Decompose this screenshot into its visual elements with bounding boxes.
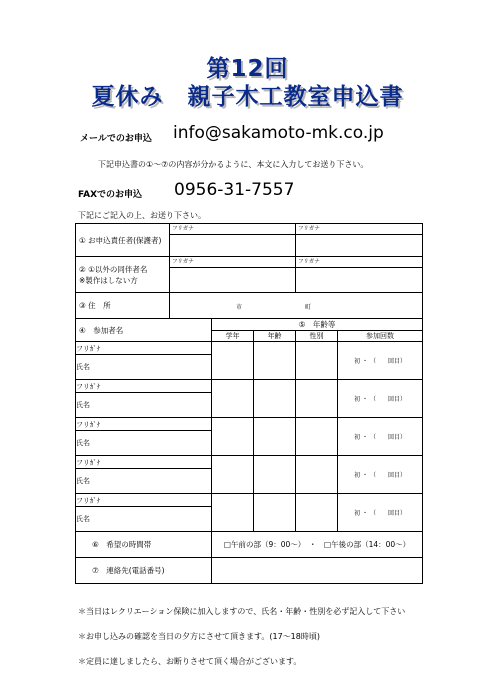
age-group-label: ⑤ 年齢等 [298, 320, 336, 329]
participants-label-cell [76, 319, 212, 342]
count-header-text: 参加回数 [366, 332, 395, 340]
age-header [254, 331, 296, 342]
fax-label: FAXでのお申込 [78, 190, 143, 200]
participant-4-gender[interactable] [296, 456, 338, 494]
address-row [76, 293, 423, 319]
participant-furigana-label: フリｶﾞﾅ [76, 345, 101, 353]
time-options[interactable]: □午前の部（9：00～） ・ □午後の部（14：00～） [223, 540, 411, 549]
time-options-cell[interactable] [212, 532, 423, 558]
participant-1-furigana[interactable] [76, 342, 212, 355]
participant-3-furigana[interactable] [76, 418, 212, 431]
gender-header [296, 331, 338, 342]
participants-label: ④ 参加者名 [79, 325, 124, 335]
address-label-cell [76, 293, 170, 319]
gender-header-text: 性別 [309, 332, 324, 340]
participant-5-furigana[interactable] [76, 494, 212, 507]
time-label: ⑥ 希望の時間帯 [92, 540, 152, 549]
participant-name-label: 氏名 [76, 477, 90, 485]
participants-header-row [76, 319, 423, 331]
age-header-text: 年齢 [267, 332, 282, 340]
participant-count-text: 初 ・ （ 回目） [354, 396, 406, 403]
participant-5-grade[interactable] [212, 494, 254, 532]
participant-1-furigana-row [76, 342, 423, 355]
participant-2-furigana[interactable] [76, 380, 212, 393]
participant-count-text: 初 ・ （ 回目） [354, 434, 406, 441]
participant-2-gender[interactable] [296, 380, 338, 418]
responsible-person-name-2[interactable] [296, 224, 423, 257]
participant-1-age[interactable] [254, 342, 296, 380]
participant-2-grade[interactable] [212, 380, 254, 418]
participant-4-grade[interactable] [212, 456, 254, 494]
form-title: 夏休み 親子木工教室申込書 [91, 84, 404, 110]
participant-count-text: 初 ・ （ 回目） [354, 472, 406, 479]
time-label-cell [76, 532, 212, 558]
address-field[interactable] [170, 293, 423, 319]
participant-1-grade[interactable] [212, 342, 254, 380]
participant-3-grade[interactable] [212, 418, 254, 456]
contact-field[interactable] [212, 558, 423, 584]
participant-1-name[interactable] [76, 355, 212, 380]
age-group-label-cell [212, 319, 423, 331]
participant-1-gender[interactable] [296, 342, 338, 380]
companion-label-cell [76, 257, 170, 293]
participant-4-furigana[interactable] [76, 456, 212, 469]
grade-header-text: 学年 [225, 332, 240, 340]
participant-name-label: 氏名 [76, 401, 90, 409]
participant-3-name[interactable] [76, 431, 212, 456]
participant-count-text: 初 ・ （ 回目） [354, 358, 406, 365]
fax-number: 0956-31-7557 [174, 180, 295, 200]
email-instruction: 下記申込書の①～⑦の内容が分かるように、本文に入力してお送り下さい。 [98, 160, 369, 169]
companion-row [76, 257, 423, 293]
participant-5-furigana-row [76, 494, 423, 507]
participant-5-gender[interactable] [296, 494, 338, 532]
email-label: メールでのお申込 [80, 134, 152, 144]
participant-4-furigana-row [76, 456, 423, 469]
note-2: ＊お申し込みの確認を当日の夕方にさせて頂きます。(17～18時頃) [78, 632, 320, 641]
furigana-label: フリガナ [170, 257, 295, 268]
city-label: 市 [236, 304, 243, 311]
town-label: 町 [305, 304, 312, 311]
participant-5-count[interactable] [338, 494, 423, 532]
time-row [76, 532, 423, 558]
participant-4-name[interactable] [76, 469, 212, 494]
address-label: ③ 住 所 [79, 301, 111, 310]
furigana-label: フリガナ [296, 257, 422, 268]
fax-instruction: 下記にご記入の上、お送り下さい。 [78, 211, 206, 220]
participant-4-count[interactable] [338, 456, 423, 494]
participant-3-furigana-row [76, 418, 423, 431]
contact-label: ⑦ 連絡先(電話番号) [92, 566, 165, 575]
note-1: ＊当日はレクリエーション保険に加入しますので、氏名・年齢・性別を必ず記入して下さい [78, 607, 406, 616]
companion-name-2[interactable] [296, 257, 423, 293]
participant-2-furigana-row [76, 380, 423, 393]
participant-furigana-label: フリｶﾞﾅ [76, 459, 101, 467]
participant-furigana-label: フリｶﾞﾅ [76, 497, 101, 505]
participant-4-age[interactable] [254, 456, 296, 494]
participant-3-count[interactable] [338, 418, 423, 456]
grade-header [212, 331, 254, 342]
participant-name-label: 氏名 [76, 515, 90, 523]
participant-name-label: 氏名 [76, 439, 90, 447]
participant-furigana-label: フリｶﾞﾅ [76, 421, 101, 429]
participant-name-label: 氏名 [76, 363, 90, 371]
contact-label-cell [76, 558, 212, 584]
companion-note: ※製作はしない方 [79, 275, 138, 285]
responsible-person-label: ① お申込責任者(保護者) [79, 235, 162, 245]
responsible-person-name-1[interactable] [170, 224, 296, 257]
responsible-person-label-cell [76, 224, 170, 257]
participant-2-count[interactable] [338, 380, 423, 418]
note-3: ＊定員に達しましたら、お断りさせて頂く場合がございます。 [78, 657, 302, 666]
responsible-person-row [76, 224, 423, 257]
participant-5-name[interactable] [76, 507, 212, 532]
participant-3-gender[interactable] [296, 418, 338, 456]
companion-label: ② ①以外の同伴者名 [79, 264, 148, 274]
email-address: info@sakamoto-mk.co.jp [173, 123, 384, 143]
participant-count-text: 初 ・ （ 回目） [354, 510, 406, 517]
participant-5-age[interactable] [254, 494, 296, 532]
contact-row [76, 558, 423, 584]
furigana-label: フリガナ [296, 224, 422, 235]
participant-2-name[interactable] [76, 393, 212, 418]
form-title-number: 第12回 [206, 56, 289, 82]
furigana-label: フリガナ [170, 224, 295, 235]
count-header [338, 331, 423, 342]
participant-furigana-label: フリｶﾞﾅ [76, 383, 101, 391]
participant-1-count[interactable] [338, 342, 423, 380]
application-form-table [75, 223, 423, 584]
companion-name-1[interactable] [170, 257, 296, 293]
participant-3-age[interactable] [254, 418, 296, 456]
participant-2-age[interactable] [254, 380, 296, 418]
